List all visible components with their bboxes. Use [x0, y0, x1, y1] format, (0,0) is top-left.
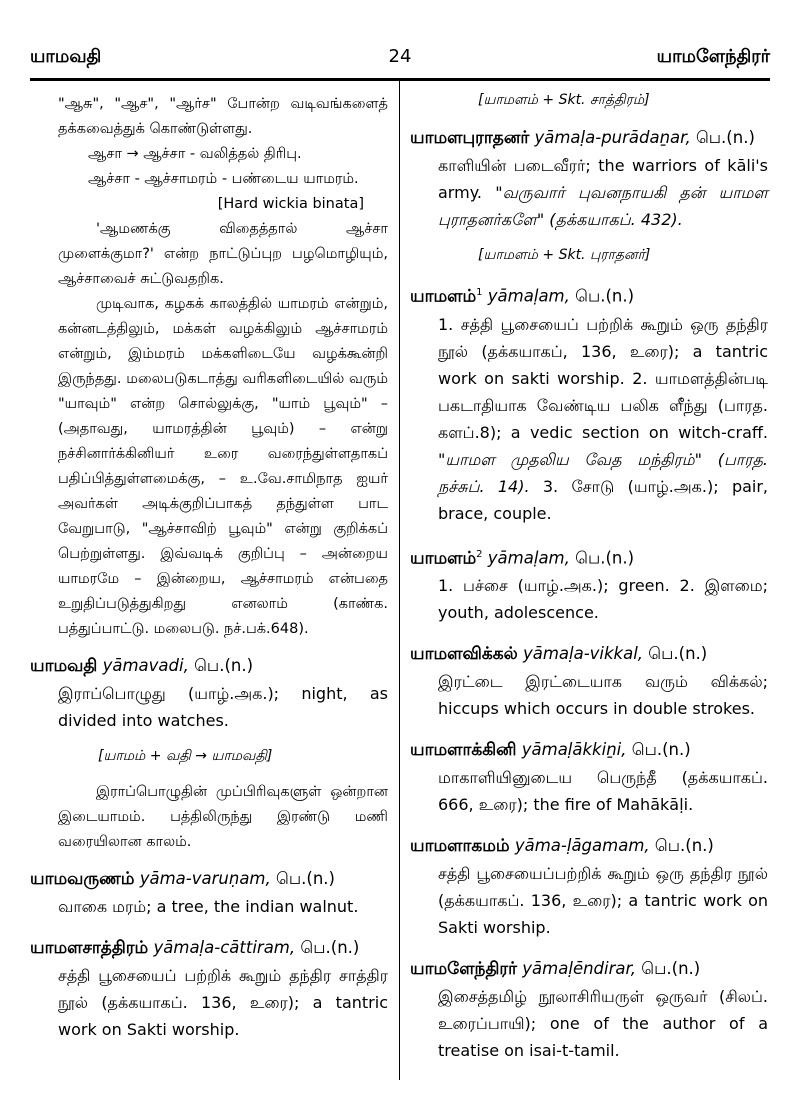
left-column — [30, 92, 388, 1057]
definition: மாகாளியினுடைய பெருந்தீ (தக்கயாகப். 666, உரை); the fire of Mahākāḷi. — [438, 768, 768, 814]
derivation-line-asa: ஆசா → ஆச்சா - வலித்தல் திரிபு. — [88, 146, 302, 162]
entry-yamalagamam — [410, 832, 768, 941]
page-number: 24 — [388, 46, 412, 67]
running-head-left: யாமவதி — [30, 46, 102, 67]
headword: யாமளேந்திரர் — [410, 959, 518, 979]
transliteration: yāma-ḷāgamam, — [514, 836, 650, 855]
definition: சத்தி பூசையைப்பற்றிக் கூறும் ஒரு தந்திர நூல் (தக்கயாகப். 136, உரை); a tantric work on Sakti worship. — [438, 864, 768, 937]
headword: யாமளம் — [410, 286, 477, 307]
definition: 1. பச்சை (யாழ்.அக.); green. 2. இளமை; youth, adolescence. — [438, 576, 768, 622]
definition: இராப்பொழுது (யாழ்.அக.); night, as divided into watches. — [58, 684, 388, 730]
transliteration: yāmaḷākkiṉi, — [521, 740, 627, 759]
entry-yamala-vikkal — [410, 640, 768, 722]
homonym-number: 1 — [476, 287, 483, 298]
proverb-paragraph: 'ஆமணக்கு விதைத்தால் ஆச்சா முளைக்குமா?' என்ற நாட்டுப்புற பழமொழியும், ஆச்சாவைச் சுட்டுவதறிக. — [58, 221, 388, 287]
part-of-speech: பெ.(n.) — [276, 869, 335, 888]
yamavadi-note: இராப்பொழுதின் முப்பிரிவுகளுள் ஒன்றான இடையாமம். பத்திலிருந்து இரண்டு மணி வரையிலான காலம். — [58, 784, 388, 850]
headword: யாமவதி — [30, 656, 98, 676]
part-of-speech: பெ.(n.) — [641, 959, 701, 978]
definition: வாகை மரம்; a tree, the indian walnut. — [58, 897, 359, 916]
etymology: [யாமளம் + Skt. சாத்திரம்] — [478, 92, 650, 108]
entry-yamavarunam — [30, 865, 388, 920]
entry-yamavadi — [30, 652, 388, 734]
part-of-speech: பெ.(n.) — [648, 644, 708, 663]
entry-yamala-cattiram — [30, 934, 388, 1043]
definition — [410, 152, 768, 233]
transliteration: yāmaḷa-vikkal, — [522, 644, 644, 663]
entry-yamalam-1 — [410, 279, 768, 527]
transliteration: yāmavadi, — [102, 656, 189, 675]
headword: யாமளாக்கினி — [410, 740, 517, 760]
part-of-speech: பெ.(n.) — [631, 740, 691, 759]
homonym-number: 2 — [476, 548, 483, 560]
transliteration: yāmaḷa-purādaṉar, — [534, 128, 691, 147]
definition — [410, 311, 768, 527]
definition: சத்தி பூசையைப் பற்றிக் கூறும் தந்திர சாத்திர நூல் (தக்கயாகப். 136, உரை); a tantric work on Sakti worship. — [58, 966, 388, 1039]
long-paragraph: முடிவாக, கழகக் காலத்தில் யாமரம் என்றும், கன்னடத்திலும், மக்கள் வழக்கிலும் ஆச்சாமரம் என்றும், இம்மரம் மக்களிடையே வழக்கூன்றி இருந்தது. மலைபடுகடாத்து வரிகளிடையில் வரும் "யாவும்" என்ற சொல்லுக்கு, "யாம் பூவும்" – (அதாவது, யாமரத்தின் பூவும்) – என்று நச்சினார்க்கினியர் உரை வரைந்துள்ளதாகப் பதிப்பித்துள்ளமைக்கு, – உ.வே.சாமிநாத ஐயர் அவர்கள் அடிக்குறிப்பாகத் தந்துள்ள பாட வேறுபாடு, "ஆச்சாவிற் பூவும்" என்று குறிக்கப் பெற்றுள்ளது. இவ்வடிக் குறிப்பு – அன்றைய யாமரமே – இன்றைய, ஆச்சாமரம் என்பதை உறுதிப்படுத்துகிறது எனலாம் (காண்க. பத்துப்பாட்டு. மலைபடு. நச்.பக்.648). — [58, 296, 388, 637]
headword: யாமளாகமம் — [410, 836, 510, 856]
etymology: [யாமளம் + Skt. புராதனர்] — [478, 247, 651, 263]
definition: இரட்டை இரட்டையாக வரும் விக்கல்; hiccups which occurs in double strokes. — [438, 672, 768, 718]
etymology: [யாமம் + வதி → யாமவதி] — [98, 748, 273, 764]
headword: யாமளம் — [410, 548, 477, 568]
transliteration: yāmaḷa-cāttiram, — [153, 938, 296, 957]
headword: யாமளவிக்கல் — [410, 644, 518, 664]
entry-yamala-puradanar — [410, 124, 768, 233]
definition-text: காளியின் படைவீரர்; the warriors of kāli's army. — [438, 156, 768, 202]
transliteration: yāmaḷēndirar, — [522, 959, 637, 978]
entry-yamalendirar — [410, 955, 768, 1064]
part-of-speech: பெ.(n.) — [575, 286, 635, 306]
headword: யாமளசாத்திரம் — [30, 938, 149, 958]
headword: யாமளபுராதனர் — [410, 128, 530, 148]
right-column — [410, 92, 768, 1078]
intro-paragraph: "ஆசு", "ஆச", "ஆர்ச" போன்ற வடிவங்களைத் தக்கவைத்துக் கொண்டுள்ளது. — [58, 96, 388, 137]
transliteration: yāmaḷam, — [487, 286, 570, 306]
column-divider — [399, 80, 400, 1080]
entry-yamalam-2 — [410, 541, 768, 627]
quotation: "வருவார் புவனநாயகி தன் யாமள புராதனர்களே" (தக்கயாகப். 432). — [438, 183, 768, 229]
part-of-speech: பெ.(n.) — [695, 128, 755, 147]
botanical-name: [Hard wickia binata] — [217, 196, 364, 212]
transliteration: yāma-varuṇam, — [139, 869, 271, 888]
definition-text: 3. சோடு (யாழ்.அக.); pair, brace, couple. — [438, 476, 769, 523]
definition: இசைத்தமிழ் நூலாசிரியருள் ஒருவர் (சிலப். உரைப்பாயி); one of the author of a treatise on isai-t-tamil. — [438, 987, 768, 1060]
definition-text: 1. சத்தி பூசையைப் பற்றிக் கூறும் ஒரு தந்திர நூல் (தக்கயாகப், 136, உரை); a tantric work on sakti worship. 2. யாமளத்தின்படி பகடாதியாக வேண்டிய பலிக ளீந்து (பாரத. களப்.8); a vedic section on witch-craff. — [438, 314, 768, 442]
header-rule — [30, 78, 770, 81]
part-of-speech: பெ.(n.) — [575, 548, 635, 567]
page-header — [0, 0, 800, 100]
part-of-speech: பெ.(n.) — [654, 836, 714, 855]
transliteration: yāmaḷam, — [487, 548, 570, 567]
entry-yamalakkini — [410, 736, 768, 818]
quotation: "யாமள முதலிய வேத மந்திரம்" (பாரத. நச்சுப். 14). — [438, 449, 768, 496]
headword: யாமவருணம் — [30, 869, 135, 889]
derivation-line-accha: ஆச்சா - ஆச்சாமரம் - பண்டைய யாமரம். — [88, 171, 359, 187]
part-of-speech: பெ.(n.) — [300, 938, 360, 957]
part-of-speech: பெ.(n.) — [194, 656, 254, 675]
running-head-right: யாமளேந்திரர் — [656, 46, 770, 67]
